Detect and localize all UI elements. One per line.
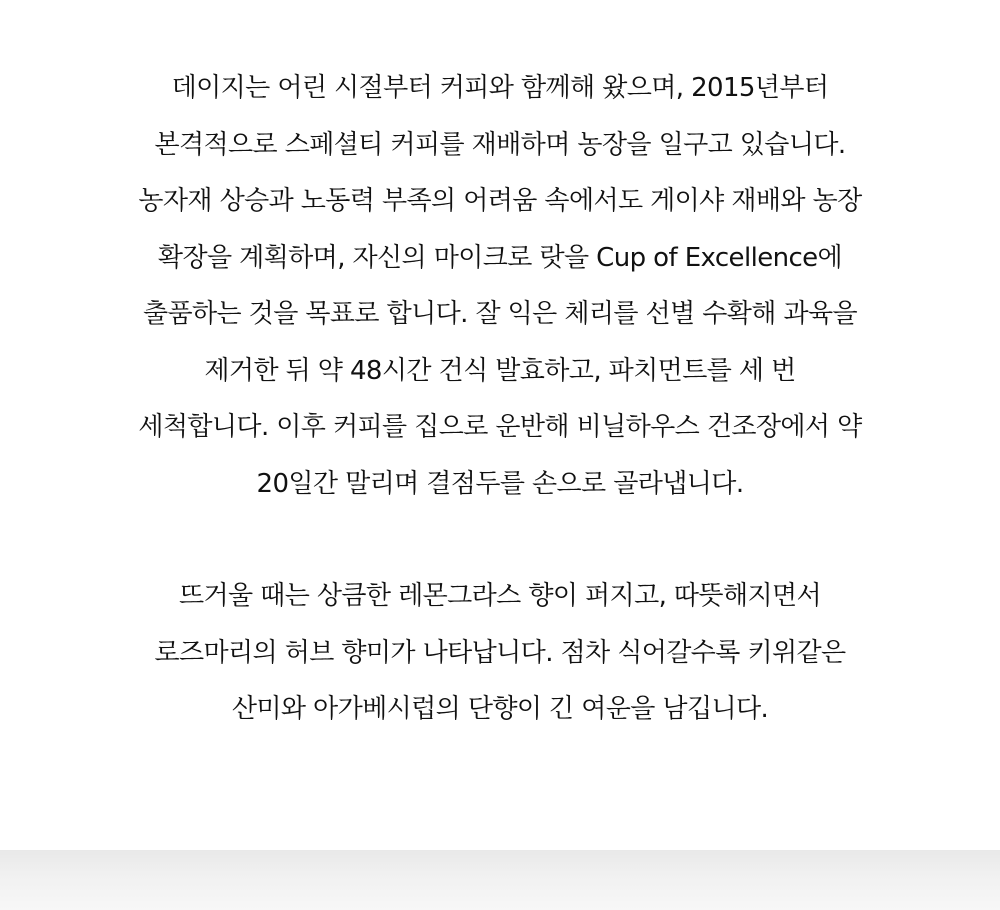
text-line: 산미와 아가베시럽의 단향이 긴 여운을 남깁니다. — [231, 694, 769, 724]
tasting-notes-paragraph — [0, 568, 1000, 738]
text-line: 데이지는 어린 시절부터 커피와 함께해 왔으며, 2015년부터 — [171, 73, 829, 103]
text-line: 제거한 뒤 약 48시간 건식 발효하고, 파치먼트를 세 번 — [204, 355, 796, 386]
text-line: 20일간 말리며 결점두를 손으로 골라냅니다. — [256, 468, 744, 499]
text-line: 본격적으로 스페셜티 커피를 재배하며 농장을 일구고 있습니다. — [154, 129, 846, 160]
text-line: 확장을 계획하며, 자신의 마이크로 랏을 Cup of Excellence에 — [157, 242, 843, 273]
producer-story-paragraph — [0, 60, 1000, 512]
paragraph-spacer — [0, 512, 1000, 568]
text-line: 로즈마리의 허브 향미가 나타납니다. 점차 식어갈수록 키위같은 — [154, 637, 846, 668]
section-divider-band — [0, 850, 1000, 910]
text-line: 출품하는 것을 목표로 합니다. 잘 익은 체리를 선별 수확해 과육을 — [142, 299, 858, 329]
coffee-description — [0, 60, 1000, 738]
text-line: 농자재 상승과 노동력 부족의 어려움 속에서도 게이샤 재배와 농장 — [138, 186, 862, 216]
text-line: 세척합니다. 이후 커피를 집으로 운반해 비닐하우스 건조장에서 약 — [138, 412, 862, 442]
text-line: 뜨거울 때는 상큼한 레몬그라스 향이 퍼지고, 따뜻해지면서 — [178, 581, 822, 611]
